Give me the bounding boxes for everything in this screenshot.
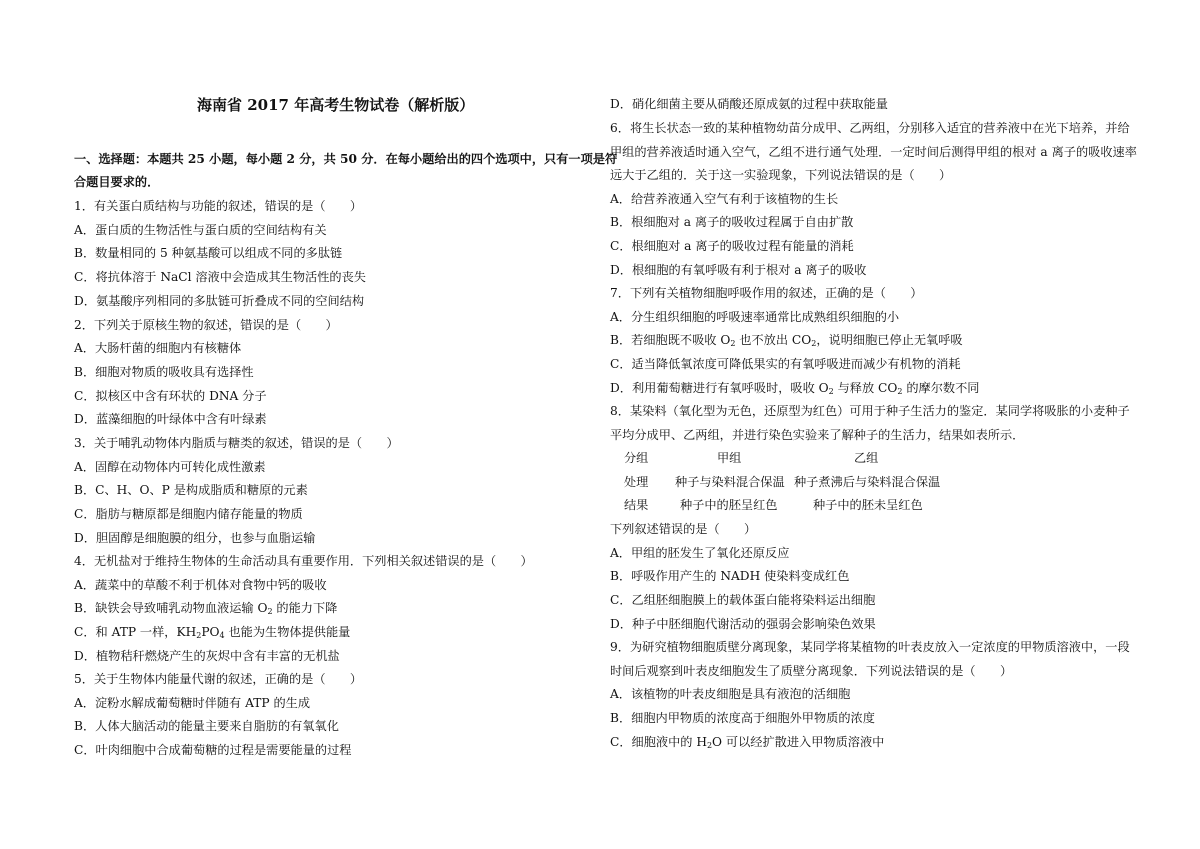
- q6-option-b: B．根细胞对 a 离子的吸收过程属于自由扩散: [610, 215, 854, 229]
- q7-stem: 7．下列有关植物细胞呼吸作用的叙述，正确的是（ ）: [610, 286, 923, 300]
- q1-option-b: B．数量相同的 5 种氨基酸可以组成不同的多肽链: [74, 246, 343, 260]
- q6-stem-line1: 6．将生长状态一致的某种植物幼苗分成甲、乙两组，分别移入适宜的营养液中在光下培养，并给: [610, 121, 1130, 135]
- q5-option-b: B．人体大脑活动的能量主要来自脂肪的有氧氧化: [74, 719, 339, 733]
- q8-option-d: D．种子中胚细胞代谢活动的强弱会影响染色效果: [610, 617, 876, 631]
- q7-option-b: B．若细胞既不吸收 $O_2$ 也不放出 $CO_2$，说明细胞已停止无氧呼吸: [610, 333, 963, 348]
- q4-option-a: A．蔬菜中的草酸不利于机体对食物中钙的吸收: [74, 578, 327, 592]
- q8-stem-line1: 8．某染料（氧化型为无色，还原型为红色）可用于种子生活力的鉴定．某同学将吸胀的小麦种子: [610, 404, 1130, 418]
- q7-option-a: A．分生组织细胞的呼吸速率通常比成熟组织细胞的小: [610, 310, 900, 324]
- q3-option-d: D．胆固醇是细胞膜的组分，也参与血脂运输: [74, 531, 316, 545]
- q8-table-cell: 种子中的胚未呈红色: [813, 498, 923, 512]
- q4-option-c: C．和 ATP 一样，$KH_2PO_4$ 也能为生物体提供能量: [74, 625, 351, 640]
- q8-table-cell: 种子中的胚呈红色: [680, 498, 778, 512]
- q6-option-a: A．给营养液通入空气有利于该植物的生长: [610, 192, 839, 206]
- q7-option-c: C．适当降低氧浓度可降低果实的有氧呼吸进而减少有机物的消耗: [610, 357, 961, 371]
- paper-title: 海南省 2017 年高考生物试卷（解析版）: [197, 96, 475, 114]
- section-heading-line1: 一、选择题：本题共 25 小题，每小题 2 分，共 50 分．在每小题给出的四个选项中，只有一项是符: [74, 152, 618, 166]
- q6-option-c: C．根细胞对 a 离子的吸收过程有能量的消耗: [610, 239, 854, 253]
- q6-stem-line3: 远大于乙组的．关于这一实验现象，下列说法错误的是（ ）: [610, 168, 952, 182]
- q5-stem: 5．关于生物体内能量代谢的叙述，正确的是（ ）: [74, 672, 363, 686]
- q1-option-d: D．氨基酸序列相同的多肽链可折叠成不同的空间结构: [74, 294, 365, 308]
- q9-option-b: B．细胞内甲物质的浓度高于细胞外甲物质的浓度: [610, 711, 875, 725]
- q8-ask: 下列叙述错误的是（ ）: [610, 522, 757, 536]
- q9-stem-line2: 时间后观察到叶表皮细胞发生了质壁分离现象．下列说法错误的是（ ）: [610, 664, 1013, 678]
- q8-table-cell: 种子与染料混合保温: [675, 475, 785, 489]
- q3-option-a: A．固醇在动物体内可转化成性激素: [74, 460, 266, 474]
- q8-table-header-group: 分组: [624, 451, 649, 465]
- q6-option-d: D．根细胞的有氧呼吸有利于根对 a 离子的吸收: [610, 263, 867, 277]
- q8-option-b: B．呼吸作用产生的 NADH 使染料变成红色: [610, 569, 850, 583]
- q2-stem: 2．下列关于原核生物的叙述，错误的是（ ）: [74, 318, 338, 332]
- q1-option-a: A．蛋白质的生物活性与蛋白质的空间结构有关: [74, 223, 327, 237]
- q2-option-c: C．拟核区中含有环状的 DNA 分子: [74, 389, 267, 403]
- q1-option-c: C．将抗体溶于 NaCl 溶液中会造成其生物活性的丧失: [74, 270, 366, 284]
- section-heading-line2: 合题目要求的．: [74, 175, 160, 189]
- q9-option-a: A．该植物的叶表皮细胞是具有液泡的活细胞: [610, 687, 851, 701]
- q4-option-d: D．植物秸秆燃烧产生的灰烬中含有丰富的无机盐: [74, 649, 340, 663]
- q5-option-c: C．叶肉细胞中合成葡萄糖的过程是需要能量的过程: [74, 743, 352, 757]
- q5-option-a: A．淀粉水解成葡萄糖时伴随有 ATP 的生成: [74, 696, 311, 710]
- q8-option-c: C．乙组胚细胞膜上的载体蛋白能将染料运出细胞: [610, 593, 876, 607]
- q3-option-c: C．脂肪与糖原都是细胞内储存能量的物质: [74, 507, 303, 521]
- q2-option-d: D．蓝藻细胞的叶绿体中含有叶绿素: [74, 412, 267, 426]
- q5-option-d: D．硝化细菌主要从硝酸还原成氨的过程中获取能量: [610, 97, 888, 111]
- q6-stem-line2: 甲组的营养液适时通入空气，乙组不进行通气处理．一定时间后测得甲组的根对 a 离子的吸收速率: [610, 145, 1137, 159]
- q8-table-cell: 种子煮沸后与染料混合保温: [794, 475, 941, 489]
- q7-option-d: D．利用葡萄糖进行有氧呼吸时，吸收 $O_2$ 与释放 $CO_2$ 的摩尔数不同: [610, 381, 980, 396]
- q8-table-cell: 处理: [624, 475, 649, 489]
- q4-stem: 4．无机盐对于维持生物体的生命活动具有重要作用．下列相关叙述错误的是（ ）: [74, 554, 533, 568]
- q3-option-b: B．C、H、O、P 是构成脂质和糖原的元素: [74, 483, 308, 497]
- q4-option-b: B．缺铁会导致哺乳动物血液运输 $O_2$ 的能力下降: [74, 601, 338, 616]
- q8-stem-line2: 平均分成甲、乙两组，并进行染色实验来了解种子的生活力，结果如表所示．: [610, 428, 1025, 442]
- q8-table-header-yi: 乙组: [854, 451, 879, 465]
- q9-option-c: C．细胞液中的 $H_2O$ 可以经扩散进入甲物质溶液中: [610, 735, 885, 750]
- q2-option-b: B．细胞对物质的吸收具有选择性: [74, 365, 254, 379]
- q8-option-a: A．甲组的胚发生了氧化还原反应: [610, 546, 790, 560]
- q8-table-header-jia: 甲组: [717, 451, 742, 465]
- q8-table-cell: 结果: [624, 498, 649, 512]
- q3-stem: 3．关于哺乳动物体内脂质与糖类的叙述，错误的是（ ）: [74, 436, 399, 450]
- q9-stem-line1: 9．为研究植物细胞质壁分离现象，某同学将某植物的叶表皮放入一定浓度的甲物质溶液中，一段: [610, 640, 1130, 654]
- q2-option-a: A．大肠杆菌的细胞内有核糖体: [74, 341, 242, 355]
- q1-stem: 1．有关蛋白质结构与功能的叙述，错误的是（ ）: [74, 199, 363, 213]
